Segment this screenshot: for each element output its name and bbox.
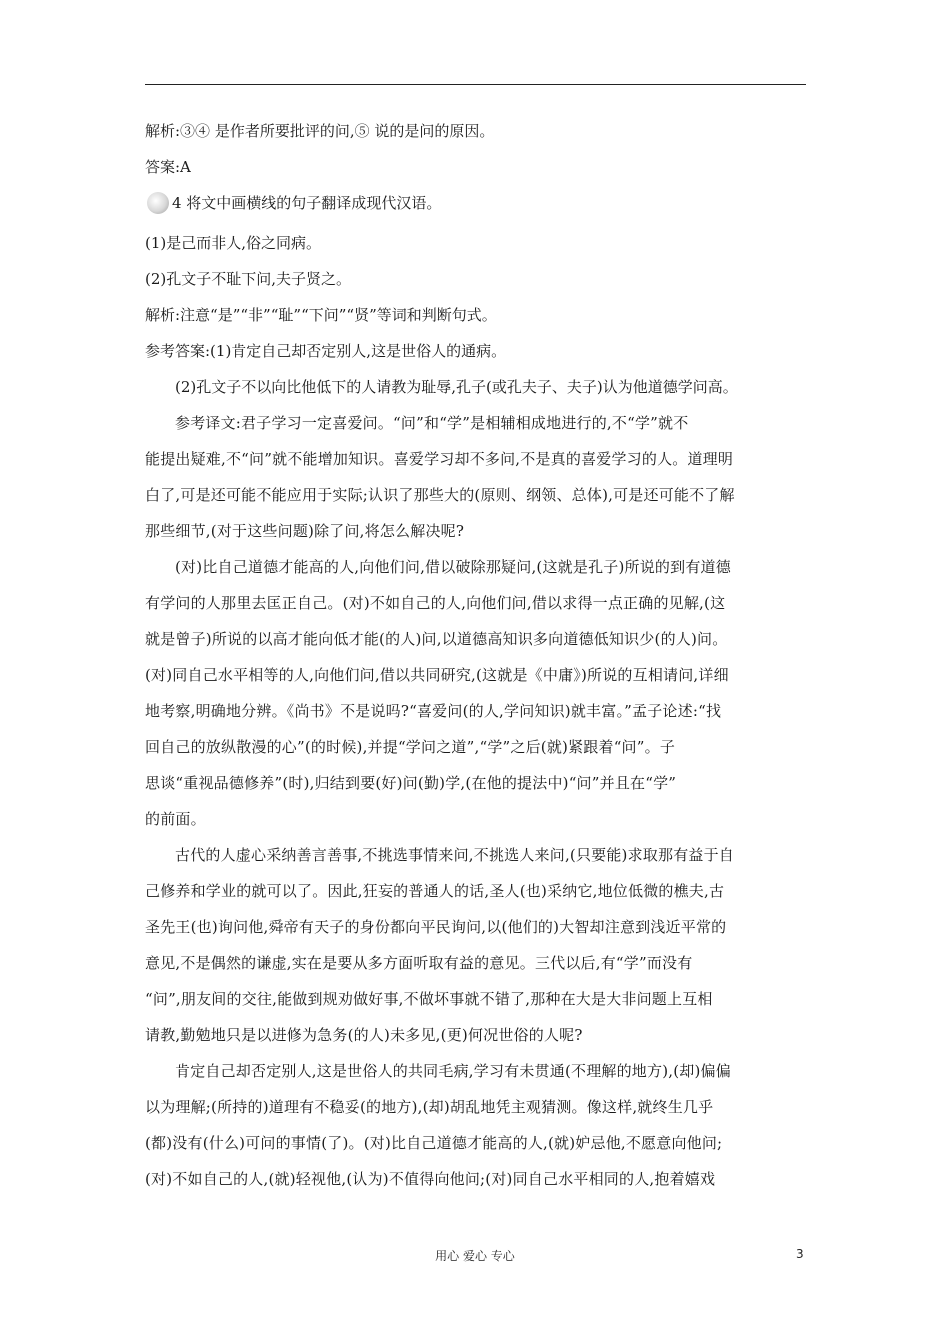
text-line: (都)没有(什么)可问的事情(了)。(对)比自己道德才能高的人,(就)妒忌他,不愿意向他问; — [145, 1134, 723, 1152]
sentence-1: (1)是己而非人,俗之同病。 — [145, 234, 322, 252]
translation-paragraph-1 — [145, 405, 810, 549]
text-line: “问”,朋友间的交往,能做到规劝做好事,不做坏事就不错了,那种在大是大非问题上互相 — [145, 990, 713, 1008]
translation-paragraph-3 — [145, 837, 810, 1053]
sentence-2: (2)孔文子不耻下问,夫子贤之。 — [145, 270, 352, 288]
text-line: 请教,勤勉地只是以进修为急务(的人)未多见,(更)何况世俗的人呢? — [145, 1026, 583, 1044]
text-line: 意见,不是偶然的谦虚,实在是要从多方面听取有益的意见。三代以后,有“学”而没有 — [145, 954, 693, 972]
text-line: 参考译文:君子学习一定喜爱问。“问”和“学”是相辅相成地进行的,不“学”就不 — [175, 414, 689, 432]
text-line: 圣先王(也)询问他,舜帝有天子的身份都向平民询问,以(他们的)大智却注意到浅近平常的 — [145, 918, 727, 936]
translation-paragraph-2 — [145, 549, 810, 837]
text-line: 以为理解;(所持的)道理有不稳妥(的地方),(却)胡乱地凭主观猜测。像这样,就终生几乎 — [145, 1098, 714, 1116]
reference-answer-1: 参考答案:(1)肯定自己却否定别人,这是世俗人的通病。 — [145, 342, 507, 360]
text-line: 古代的人虚心采纳善言善事,不挑选事情来问,不挑选人来问,(只要能)求取那有益于自 — [175, 846, 735, 864]
text-line: 回自己的放纵散漫的心”(的时候),并提“学问之道”,“学”之后(就)紧跟着“问”。子 — [145, 738, 676, 756]
analysis-q3: 解析:③④ 是作者所要批评的问,⑤ 说的是问的原因。 — [145, 122, 495, 140]
header-rule — [145, 84, 806, 85]
question-4 — [145, 194, 810, 212]
text-line: 那些细节,(对于这些问题)除了问,将怎么解决呢? — [145, 522, 465, 540]
text-line: (对)不如自己的人,(就)轻视他,(认为)不值得向他问;(对)同自己水平相同的人,抱着嬉戏 — [145, 1170, 716, 1188]
text-line: 己修养和学业的就可以了。因此,狂妄的普通人的话,圣人(也)采纳它,地位低微的樵夫,古 — [145, 882, 725, 900]
text-line: 地考察,明确地分辨。《尚书》不是说吗?“喜爱问(的人,学问知识)就丰富。”孟子论述:“找 — [145, 702, 722, 720]
text-line: 思谈“重视品德修养”(时),归结到要(好)问(勤)学,(在他的提法中)“问”并且在“学” — [145, 774, 677, 792]
text-line: 就是曾子)所说的以高才能向低才能(的人)问,以道德高知识多向道德低知识少(的人)问。 — [145, 630, 728, 648]
page-number: 3 — [796, 1247, 804, 1261]
answer-q3: 答案:A — [145, 158, 191, 176]
question-marker-icon — [147, 192, 169, 214]
text-line: (对)同自己水平相等的人,向他们问,借以共同研究,(这就是《中庸》)所说的互相请问,详细 — [145, 666, 729, 684]
question-4-text: 4 将文中画横线的句子翻译成现代汉语。 — [172, 194, 442, 212]
footer-slogan: 用心 爱心 专心 — [435, 1249, 515, 1263]
analysis-q4: 解析:注意“是”“非”“耻”“下问”“贤”等词和判断句式。 — [145, 306, 497, 324]
translation-paragraph-4 — [145, 1053, 810, 1197]
text-line: 肯定自己却否定别人,这是世俗人的共同毛病,学习有未贯通(不理解的地方),(却)偏偏 — [175, 1062, 731, 1080]
text-line: 有学问的人那里去匡正自己。(对)不如自己的人,向他们问,借以求得一点正确的见解,(这 — [145, 594, 726, 612]
page-content — [145, 122, 810, 1197]
text-line: 的前面。 — [145, 810, 206, 828]
reference-answer-2: (2)孔文子不以向比他低下的人请教为耻辱,孔子(或孔夫子、夫子)认为他道德学问高。 — [175, 378, 738, 396]
text-line: 白了,可是还可能不能应用于实际;认识了那些大的(原则、纲领、总体),可是还可能不了解 — [145, 486, 735, 504]
text-line: (对)比自己道德才能高的人,向他们问,借以破除那疑问,(这就是孔子)所说的到有道德 — [175, 558, 731, 576]
text-line: 能提出疑难,不“问”就不能增加知识。喜爱学习却不多问,不是真的喜爱学习的人。道理明 — [145, 450, 734, 468]
